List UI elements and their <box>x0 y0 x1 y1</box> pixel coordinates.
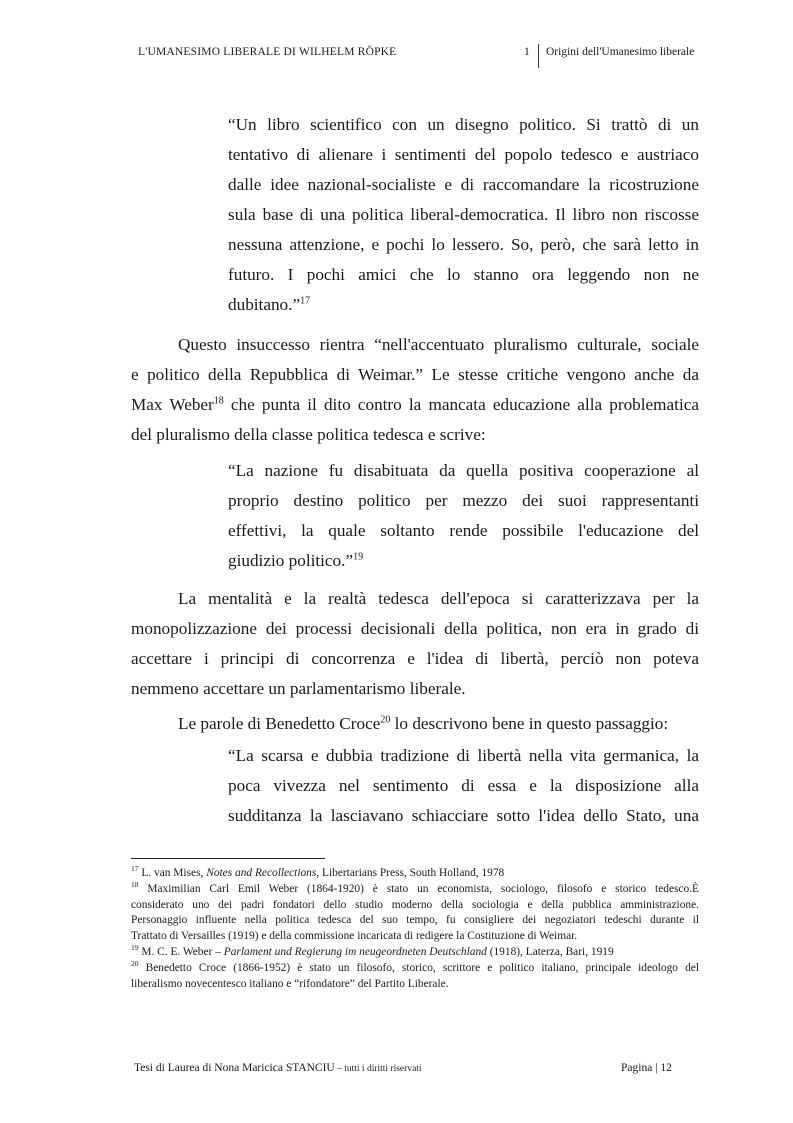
text-line: accettare i principi di concorrenza e l'idea di libertà, perciò non poteva <box>131 649 699 668</box>
text-line: sula base di una politica liberal-democratica. Il libro non riscosse <box>228 205 699 224</box>
text-line: “Un libro scientifico con un disegno politico. Si trattò di un <box>228 115 699 134</box>
text-line: poca vivezza nel sentimento di essa e la disposizione alla <box>228 776 699 795</box>
text-fragment: M. C. E. Weber – <box>138 946 224 958</box>
text-line: nemmeno accettare un parlamentarismo liberale. <box>131 679 466 698</box>
cited-title: Notes and Recollections <box>206 867 317 879</box>
text-line: futuro. I pochi amici che lo stanno ora leggendo non ne <box>228 265 699 284</box>
text-line <box>131 945 699 961</box>
text-fragment: (1918), Laterza, Bari, 1919 <box>486 946 614 958</box>
text-line: effettivi, la quale soltanto rende possibile l'educazione del <box>228 521 699 540</box>
text-line: Personaggio influente nella politica tedesca del suo tempo, fu consigliere dei negoziatori tedeschi durante il <box>131 914 699 927</box>
text-line <box>131 866 699 882</box>
text-fragment: dubitano.” <box>228 295 301 314</box>
text-line: Trattato di Versailles (1919) e della commissione incaricata di redigere la Costituzione di Weimar. <box>131 929 578 942</box>
text-line <box>131 882 699 898</box>
text-fragment: Benedetto Croce (1866-1952) è stato un filosofo, storico, scrittore e politico italiano, principale ideologo del <box>138 962 699 974</box>
text-fragment: che punta il dito contro la mancata educazione alla problematica <box>223 395 699 414</box>
footnote-ref-19[interactable]: 19 <box>353 551 364 563</box>
block-quote-3 <box>228 741 699 831</box>
footnote-18 <box>131 882 699 944</box>
footnote-separator <box>131 858 325 859</box>
text-line: liberalismo novecentesco italiano e “rifondatore” del Partito Liberale. <box>131 977 449 990</box>
footnote-20 <box>131 961 699 992</box>
paragraph-2 <box>131 584 699 704</box>
text-line: “La nazione fu disabituata da quella positiva cooperazione al <box>228 461 699 480</box>
text-line <box>131 961 699 977</box>
footer-rights: – tutti i diritti riservati <box>334 1064 422 1074</box>
text-line: La mentalità e la realtà tedesca dell'epoca si caratterizzava per la <box>178 589 699 608</box>
footnote-19 <box>131 945 699 961</box>
block-quote-2 <box>228 456 699 576</box>
text-fragment: L. van Mises, <box>138 867 207 879</box>
text-line: tentativo di alienare i sentimenti del popolo tedesco e austriaco <box>228 145 699 164</box>
text-fragment: , Libertarians Press, South Holland, 1978 <box>316 867 505 879</box>
footnote-ref-20[interactable]: 20 <box>380 714 391 726</box>
text-line: monopolizzazione dei processi decisionali della politica, non era in grado di <box>131 619 699 638</box>
footnote-number: 20 <box>131 959 139 969</box>
page-number: Pagina | 12 <box>621 1062 672 1074</box>
text-fragment: giudizio politico.” <box>228 551 354 570</box>
text-line: e politico della Repubblica di Weimar.” Le stesse critiche vengono anche da <box>131 365 699 384</box>
text-line: “La scarsa e dubbia tradizione di libertà nella vita germanica, la <box>228 746 699 765</box>
running-header-chapter: Origini dell'Umanesimo liberale <box>546 46 695 58</box>
text-line: nessuna attenzione, e pochi lo lessero. So, però, che sarà letto in <box>228 235 699 254</box>
paragraph-1 <box>131 330 699 450</box>
text-fragment: Maximilian Carl Emil Weber (1864-1920) è stato un economista, sociologo, filosofo e storico tedesco.È <box>138 883 699 895</box>
paragraph-3 <box>131 709 699 739</box>
text-line: sudditanza la lasciavano schiacciare sotto l'idea dello Stato, una <box>228 806 699 825</box>
chapter-number: 1 <box>524 46 530 58</box>
footnote-ref-17[interactable]: 17 <box>300 295 311 307</box>
footnote-number: 19 <box>131 943 139 953</box>
text-line <box>228 290 699 320</box>
footnote-number: 17 <box>131 864 139 874</box>
text-fragment: Max Weber <box>131 395 214 414</box>
text-fragment: Le parole di Benedetto Croce <box>178 714 381 733</box>
cited-title: Parlament und Regierung im neugeordneten Deutschland <box>223 946 487 958</box>
footnote-ref-18[interactable]: 18 <box>213 395 224 407</box>
text-line <box>131 390 699 420</box>
text-line <box>228 546 699 576</box>
text-fragment: lo descrivono bene in questo passaggio: <box>390 714 669 733</box>
running-header-title: L'UMANESIMO LIBERALE DI WILHELM RÖPKE <box>138 46 397 58</box>
text-line <box>131 709 699 739</box>
footnote-17 <box>131 866 699 882</box>
footnote-number: 18 <box>131 880 139 890</box>
footer-author <box>134 1062 422 1074</box>
text-line: proprio destino politico per mezzo dei suoi rappresentanti <box>228 491 699 510</box>
footer-author-name: Tesi di Laurea di Nona Maricica STANCIU <box>134 1062 335 1074</box>
block-quote-1 <box>228 110 699 320</box>
text-line: dalle idee nazional-socialiste e di raccomandare la ricostruzione <box>228 175 699 194</box>
text-line: considerato uno dei padri fondatori dello studio moderno della sociologia e della pubblica amministrazione. <box>131 898 699 911</box>
header-divider <box>538 44 539 68</box>
text-line: Questo insuccesso rientra “nell'accentuato pluralismo culturale, sociale <box>178 335 699 354</box>
text-line: del pluralismo della classe politica tedesca e scrive: <box>131 425 486 444</box>
